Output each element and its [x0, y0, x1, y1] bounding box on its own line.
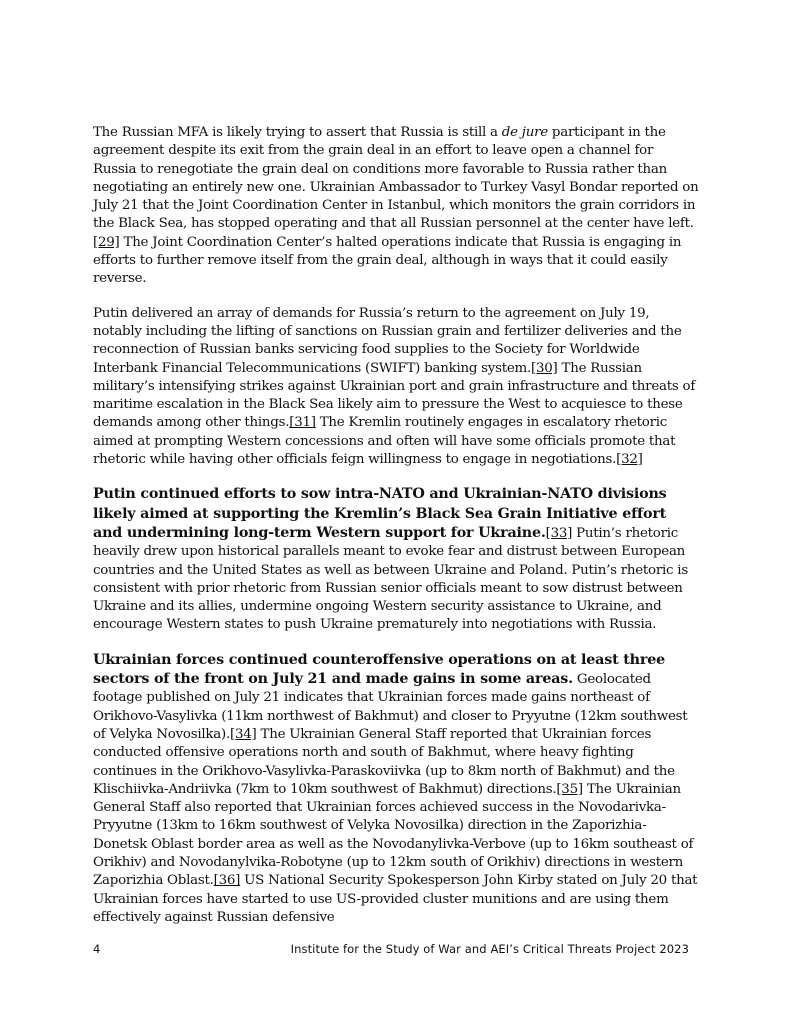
paragraph-p3: [93, 485, 699, 634]
text-run: The Ukrainian General Staff also reported that Ukrainian forces achieved success in the Novodarivka-Pryyutne (13km to 16km southwest of Velyka Novosilka) direction in the Zaporizhia-Donetsk Oblast border area as well as the Novodanylivka-Verbove (up to 16km southeast of Orikhiv) and Novodanylvika-Robotyne (up to 12km south of Orikhiv) directions in western Zaporizhia Oblast.: [93, 781, 694, 889]
text-run: The Ukrainian General Staff reported that Ukrainian forces conducted offensive operations north and south of Bakhmut, where heavy fighting continues in the Orikhovo-Vasylivka-Paraskoviivka (up to 8km north of Bakhmut) and the Klischiivka-Andriivka (7km to 10km southwest of Bakhmut) directions.: [93, 726, 675, 797]
text-run: Putin’s rhetoric heavily drew upon historical parallels meant to evoke fear and distrust between European countries and the United States as well as between Ukraine and Poland. Putin’s rhetoric is consistent with prior rhetoric from Russian senior officials meant to sow distrust between Ukraine and its allies, undermine ongoing Western security assistance to Ukraine, and encourage Western states to push Ukraine prematurely into negotiations with Russia.: [93, 525, 688, 633]
footnote-link[interactable]: [33]: [545, 525, 573, 541]
page-footer: [93, 942, 699, 958]
text-run: participant in the agreement despite its exit from the grain deal in an effort to leave open a channel for Russia to renegotiate the grain deal on conditions more favorable to Russia rather than negotiating an entirely new one. Ukrainian Ambassador to Turkey Vasyl Bondar reported on July 21 that the Joint Coordination Center in Istanbul, which monitors the grain corridors in the Black Sea, has stopped operating and that all Russian personnel at the center have left.: [93, 125, 699, 232]
footnote-link[interactable]: [30]: [531, 360, 558, 376]
text-run: The Russian military’s intensifying strikes against Ukrainian port and grain infrastructure and threats of maritime escalation in the Black Sea likely aim to pressure the West to acquiesce to these demands among other things.: [93, 360, 696, 431]
text-run: The Kremlin routinely engages in escalatory rhetoric aimed at prompting Western concessions and often will have some officials promote that rhetoric while having other officials feign willingness to engage in negotiations.: [93, 415, 676, 468]
report-body: [93, 124, 699, 943]
footnote-link[interactable]: [36]: [213, 873, 241, 889]
footnote-link[interactable]: [32]: [616, 452, 643, 468]
bold-lead-sentence: Ukrainian forces continued counteroffensive operations on at least three sectors of the front on July 21 and made gains in some areas.: [93, 651, 666, 688]
footnote-link[interactable]: [31]: [289, 415, 316, 431]
paragraph-p1: [93, 124, 699, 289]
text-run: Geolocated footage published on July 21 indicates that Ukrainian forces made gains northeast of Orikhovo-Vasylivka (11km northwest of Bakhmut) and closer to Pryyutne (12km southwest of Velyka Novosilka).: [93, 672, 688, 742]
footnote-link[interactable]: [34]: [230, 726, 257, 742]
text-run: Putin delivered an array of demands for Russia’s return to the agreement on July 19, notably including the lifting of sanctions on Russian grain and fertilizer deliveries and the reconnection of Russian banks servicing food supplies to the Society for Worldwide Interbank Financial Telecommunications (SWIFT) banking system.: [93, 305, 682, 376]
text-run: The Joint Coordination Center’s halted operations indicate that Russia is engaging in efforts to further remove itself from the grain deal, although in ways that it could easily reverse.: [93, 234, 682, 287]
bold-lead-sentence: Putin continued efforts to sow intra-NATO and Ukrainian-NATO divisions likely aimed at supporting the Kremlin’s Black Sea Grain Initiative effort and undermining long-term Western support for Ukraine.: [93, 486, 667, 541]
italic-text: de jure: [501, 125, 548, 140]
footnote-link[interactable]: [35]: [556, 781, 583, 797]
paragraph-p4: [93, 651, 699, 927]
footnote-link[interactable]: [29]: [93, 234, 120, 250]
text-run: US National Security Spokesperson John Kirby stated on July 20 that Ukrainian forces have started to use US-provided cluster munitions and are using them effectively against Russian defensive: [93, 873, 698, 925]
text-run: The Russian MFA is likely trying to assert that Russia is still a: [93, 125, 502, 140]
paragraph-p2: [93, 305, 699, 470]
footer-title: Institute for the Study of War and AEI’s Critical Threats Project 2023: [290, 942, 689, 956]
page-number: 4: [93, 942, 101, 956]
